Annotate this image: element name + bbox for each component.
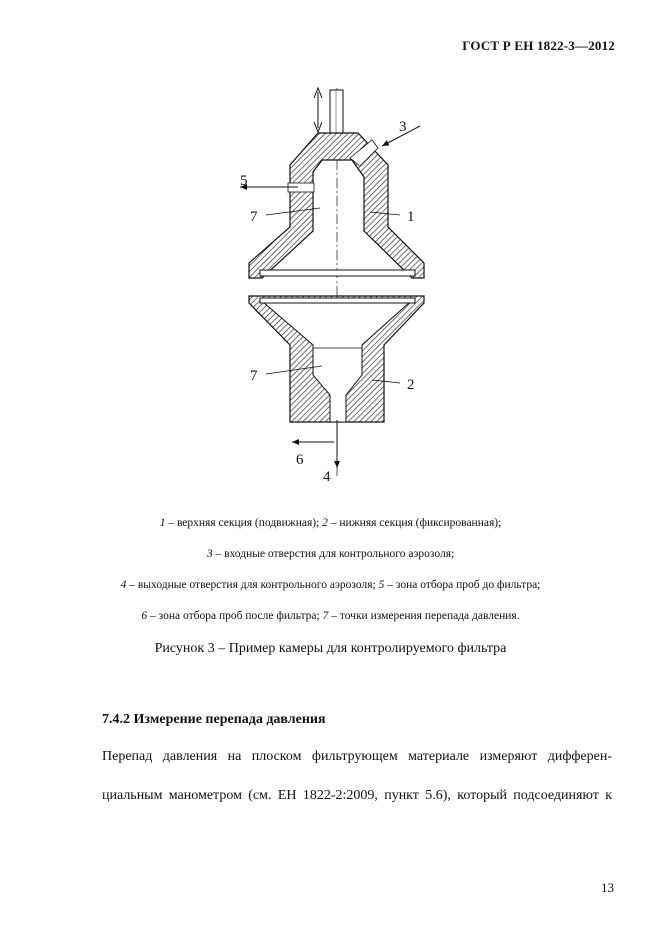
figure-legend-line-2 [0,548,661,560]
label-5: 5 [240,173,248,189]
legend-text: – зона отбора проб после фильтра; [147,610,323,622]
upper-section [249,133,424,278]
paragraph-line-2: циальным манометром (см. ЕН 1822-2:2009, пункт 5.6), который подсоединяют к [102,788,612,803]
figure-legend-line-3 [0,579,661,591]
document-header: ГОСТ Р ЕН 1822-3—2012 [462,38,615,53]
label-7-lower: 7 [250,368,258,384]
legend-text: – нижняя секция (фиксированная); [327,517,502,529]
legend-text: – точки измерения перепада давления. [328,610,520,622]
label-3: 3 [399,119,407,135]
legend-num: 3 [206,548,213,560]
label-7-upper: 7 [250,209,258,225]
label-4: 4 [323,469,331,485]
legend-num: 4 [120,579,127,591]
legend-text: – входные отверстия для контрольного аэрозоля; [212,548,455,560]
page-number: 13 [601,880,614,895]
legend-text: – зона отбора проб до фильтра; [384,579,541,591]
legend-num: 7 [322,610,329,622]
probe-rod [314,88,343,140]
legend-num: 5 [378,579,385,591]
legend-num: 2 [322,517,328,529]
figure-caption: Рисунок 3 – Пример камеры для контролируемого фильтра [154,641,507,656]
legend-text: – верхняя секция (подвижная); [165,517,323,529]
legend-text: – выходные отверстия для контрольного аэрозоля; [126,579,379,591]
label-1: 1 [407,209,415,225]
figure-legend-line-4 [0,610,661,622]
label-6: 6 [296,452,304,468]
lower-section [249,296,424,422]
label-2: 2 [407,377,415,393]
paragraph-line-1: Перепад давления на плоском фильтрующем материале измеряют дифферен- [102,749,612,764]
section-heading: 7.4.2 Измерение перепада давления [102,712,326,727]
legend-num: 1 [159,517,166,529]
legend-num: 6 [141,610,148,622]
figure-legend-line-1 [0,517,661,529]
